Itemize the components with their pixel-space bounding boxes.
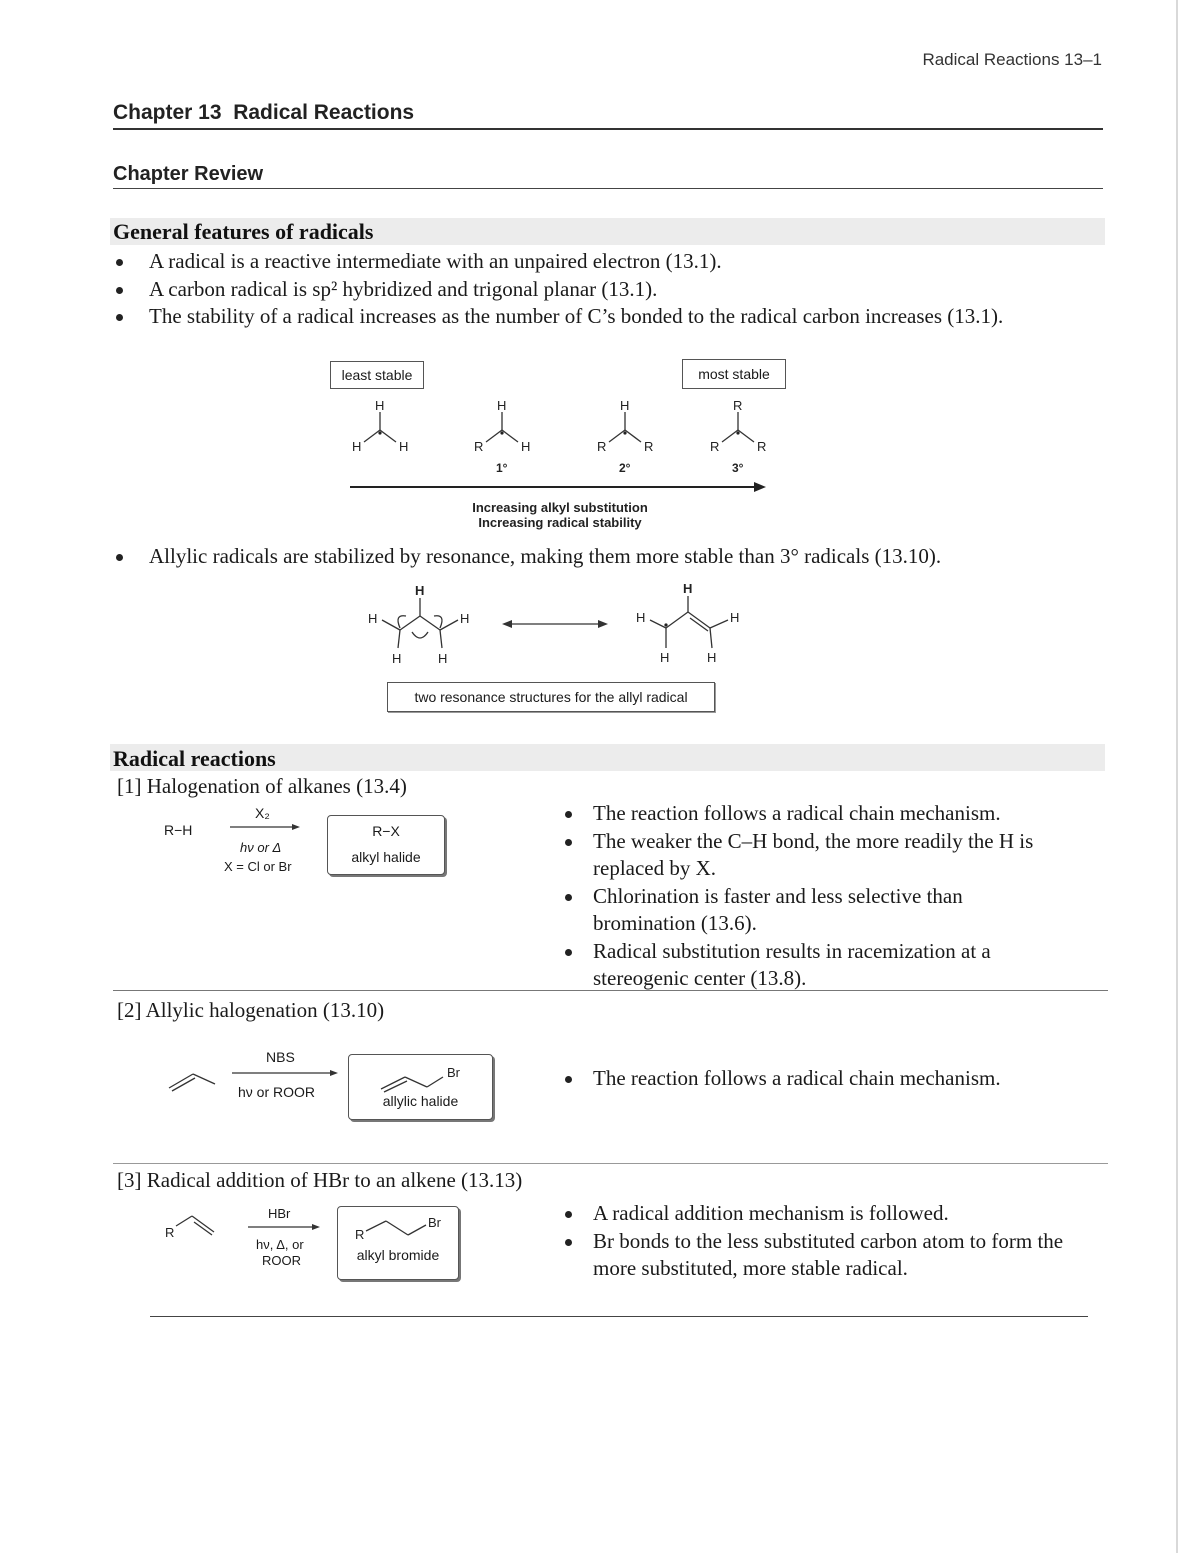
atom-label: H [460,611,470,626]
bullet-icon [565,839,572,846]
section-title-general: General features of radicals [113,219,374,244]
r1-product-box [327,815,445,875]
reaction-3-heading: [3] Radical addition of HBr to an alkene (13.13) [117,1168,523,1192]
r1-bullets [563,800,1068,993]
atom-label: H [683,581,693,596]
degree-label: 1° [496,461,508,475]
r2-product-structure [379,1065,479,1095]
r3-bullets [563,1200,1068,1283]
chapter-title: Chapter 13 Radical Reactions [113,101,415,124]
stability-arrow-caption: Increasing alkyl substitution Increasing radical stability [472,500,648,530]
atom-label: R [597,439,607,454]
bullet-icon [565,894,572,901]
divider [113,1163,1108,1164]
list-item: A radical addition mechanism is followed. [563,1200,1068,1228]
bullet-icon [116,259,123,266]
r3-conditions-1: hν, Δ, or [256,1237,304,1252]
bullet-icon [565,949,572,956]
r3-reaction-arrow [248,1222,322,1232]
list-item: The reaction follows a radical chain mechanism. [563,800,1068,828]
section-title-reactions: Radical reactions [113,746,276,771]
atom-label: H [375,398,385,413]
atom-label: H [497,398,507,413]
r2-product-box [348,1054,493,1120]
list-item: A radical is a reactive intermediate with an unpaired electron (13.1). [113,248,1063,276]
atom-label: H [660,650,670,665]
degree-label: 3° [732,461,744,475]
reaction-1-heading: [1] Halogenation of alkanes (13.4) [117,774,407,798]
r3-product-structure [352,1211,456,1245]
r1-halogen-note: X = Cl or Br [224,859,292,874]
atom-label: H [352,439,362,454]
divider [113,990,1108,991]
bullet-icon [565,1211,572,1218]
list-item: A carbon radical is sp² hybridized and trigonal planar (13.1). [113,276,1063,304]
atom-label: H [707,650,717,665]
r2-product-br: Br [447,1065,460,1080]
allyl-resonance-structures [360,578,760,673]
r1-reaction-arrow [230,822,302,832]
atom-label: H [399,439,409,454]
bullet-icon [116,287,123,294]
resonance-caption: two resonance structures for the allyl radical [387,682,715,712]
atom-label: R [474,439,484,454]
list-item: The reaction follows a radical chain mechanism. [563,1065,1068,1093]
bottom-rule [150,1316,1088,1317]
atom-label: H [438,651,448,666]
chapter-rule [113,128,1103,130]
allylic-bullet [113,543,1093,571]
r1-reactant: R−H [164,822,193,838]
r2-conditions: hν or ROOR [238,1084,316,1100]
bullet-icon [565,811,572,818]
r2-bullets [563,1065,1068,1093]
atom-label: R [733,398,743,413]
list-item: Chlorination is faster and less selective than bromination (13.6). [563,883,1068,938]
r1-product-name: alkyl halide [351,849,421,865]
atom-label: R [165,1225,175,1240]
atom-label: H [636,610,646,625]
r3-product-br: Br [428,1215,441,1230]
r1-conditions: hν or Δ [240,840,282,855]
r3-alkene-structure [162,1210,222,1240]
arrow-head-icon [754,482,766,492]
r2-reagent: NBS [266,1049,295,1065]
r1-product: R−X [372,823,400,839]
atom-label: H [521,439,531,454]
atom-label: H [620,398,630,413]
atom-label: H [730,610,740,625]
list-item: Radical substitution results in racemization at a stereogenic center (13.8). [563,938,1068,993]
atom-label: R [644,439,654,454]
most-stable-label: most stable [682,359,786,389]
chapter-review-title: Chapter Review [113,163,264,185]
r2-product-name: allylic halide [382,1093,459,1109]
degree-label: 2° [619,461,631,475]
atom-label: H [368,611,378,626]
review-rule [113,188,1103,189]
list-item: The weaker the C–H bond, the more readily the H is replaced by X. [563,828,1068,883]
list-item: Br bonds to the less substituted carbon atom to form the more substituted, more stable radical. [563,1228,1068,1283]
running-head: Radical Reactions 13–1 [922,50,1102,69]
atom-label: R [355,1227,365,1242]
list-item: The stability of a radical increases as the number of C’s bonded to the radical carbon increases (13.1). [113,303,1063,331]
atom-label: R [710,439,720,454]
r3-product-name: alkyl bromide [356,1247,440,1263]
page-edge [1176,0,1178,1553]
bullet-icon [565,1076,572,1083]
reaction-2-heading: [2] Allylic halogenation (13.10) [117,998,385,1022]
least-stable-label: least stable [330,361,424,389]
atom-label: R [757,439,767,454]
atom-label: H [392,651,402,666]
general-bullets [113,248,1063,331]
r2-reaction-arrow [232,1068,340,1078]
r1-reagent: X₂ [255,805,270,821]
bullet-icon [565,1239,572,1246]
atom-label: H [415,583,425,598]
r3-reagent: HBr [268,1206,291,1221]
bullet-icon [116,554,123,561]
r3-product-box [337,1206,459,1280]
r2-propene-structure [165,1066,225,1094]
list-item: Allylic radicals are stabilized by resonance, making them more stable than 3° radicals (13.10). [113,543,1093,571]
radical-stability-structures [330,390,800,500]
bullet-icon [116,314,123,321]
r3-conditions-2: ROOR [262,1253,301,1268]
